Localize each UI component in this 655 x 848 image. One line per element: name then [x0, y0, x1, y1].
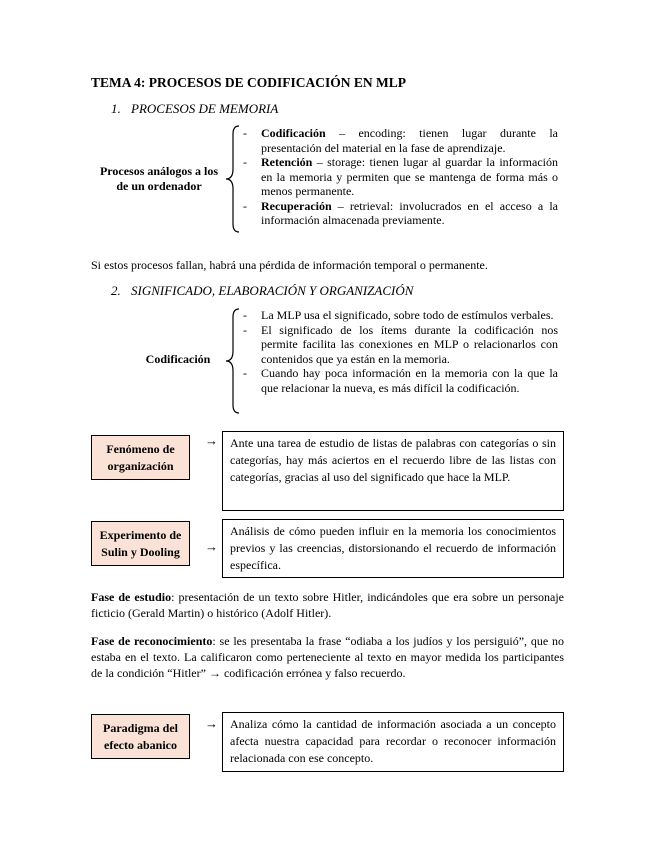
box-description-text: Analiza cómo la cantidad de información asociada a un concepto afecta nuestra capacidad para recordar o reconocer información relacionada con ese concepto. — [230, 717, 556, 765]
section-2-brace — [222, 307, 242, 415]
list-item — [240, 155, 558, 199]
section-2-heading — [111, 283, 413, 299]
document-title: TEMA 4: PROCESOS DE CODIFICACIÓN EN MLP — [91, 75, 407, 90]
section-1-brace — [222, 124, 242, 234]
section-1-brace-label: Procesos análogos a los de un ordenador — [99, 164, 219, 193]
list-item: - El significado de los ítems durante la codificación nos permite facilita las conexiones en MLP o relacionarlos con contenidos que ya están en la memoria. — [240, 323, 558, 367]
list-item-term: Recuperación — [261, 198, 332, 213]
section-2-heading-text: SIGNIFICADO, ELABORACIÓN Y ORGANIZACIÓN — [131, 283, 414, 298]
section-2-brace-label: Codificación — [145, 352, 211, 366]
list-item — [240, 199, 558, 228]
box-label-text: Experimento de Sulin y Dooling — [99, 527, 182, 559]
list-item: - Cuando hay poca información en la memoria con la que la que relacionar la nueva, es más difícil la codificación. — [240, 366, 558, 395]
box-description-text: Ante una tarea de estudio de listas de palabras con categorías o sin categorías, hay más aciertos en el recuerdo libre de las listas con categorías, gracias al uso del significado que hace la MLP. — [230, 436, 556, 484]
box-label-text: Paradigma del efecto abanico — [103, 720, 178, 752]
list-item-term: Retención — [261, 155, 313, 169]
section-1-list — [240, 126, 558, 228]
box-label-fenomeno-organizacion — [91, 435, 190, 480]
section-2-number: 2. — [111, 283, 121, 298]
recognition-phase-paragraph — [91, 633, 564, 681]
list-item-text: – encoding: tienen lugar durante la presentación del material en la fase de aprendizaje. — [261, 126, 558, 155]
box-description-sulin-dooling — [222, 519, 564, 578]
list-item — [240, 126, 558, 155]
box-label-efecto-abanico — [91, 714, 190, 759]
box-label-text: Fenómeno de organización — [106, 441, 175, 473]
arrow-icon: → — [205, 539, 218, 554]
box-description-text: Análisis de cómo pueden influir en la memoria los conocimientos previos y las creencias, distorsionando el recuerdo de información específica. — [230, 524, 556, 572]
box-description-fenomeno-organizacion — [222, 431, 564, 511]
study-phase-paragraph — [91, 589, 564, 621]
box-description-efecto-abanico — [222, 712, 564, 772]
fail-sentence: Si estos procesos fallan, habrá una pérdida de información temporal o permanente. — [91, 258, 488, 272]
section-2-list — [240, 308, 558, 395]
section-1-heading — [111, 101, 278, 117]
list-item: - La MLP usa el significado, sobre todo de estímulos verbales. — [240, 308, 558, 323]
section-1-heading-text: PROCESOS DE MEMORIA — [131, 101, 279, 116]
study-phase-text: : presentación de un texto sobre Hitler, indicándoles que era sobre un personaje ficticio (Gerald Martin) o histórico (Adolf Hitler). — [91, 590, 565, 620]
list-item-text: – retrieval: involucrados en el acceso a la información almacenada previamente. — [261, 198, 558, 227]
list-item-term: Codificación — [261, 126, 326, 140]
arrow-icon: → — [205, 716, 218, 731]
list-item-text: – storage: tienen lugar al guardar la información en la memoria y permiten que se mantenga de forma más o menos permanente. — [261, 155, 558, 198]
study-phase-term: Fase de estudio — [91, 590, 172, 604]
arrow-icon: → — [205, 433, 218, 448]
recognition-phase-term: Fase de reconocimiento — [91, 634, 213, 648]
section-1-number: 1. — [111, 101, 121, 116]
box-label-sulin-dooling — [91, 521, 190, 566]
recognition-phase-text: : se les presentaba la frase “odiaba a los judíos y los persiguió”, que no estaba en el texto. La calificaron como perteneciente al texto en mayor medida los participantes de la condición “Hitler” → codificación errónea y falso recuerdo. — [91, 634, 564, 680]
